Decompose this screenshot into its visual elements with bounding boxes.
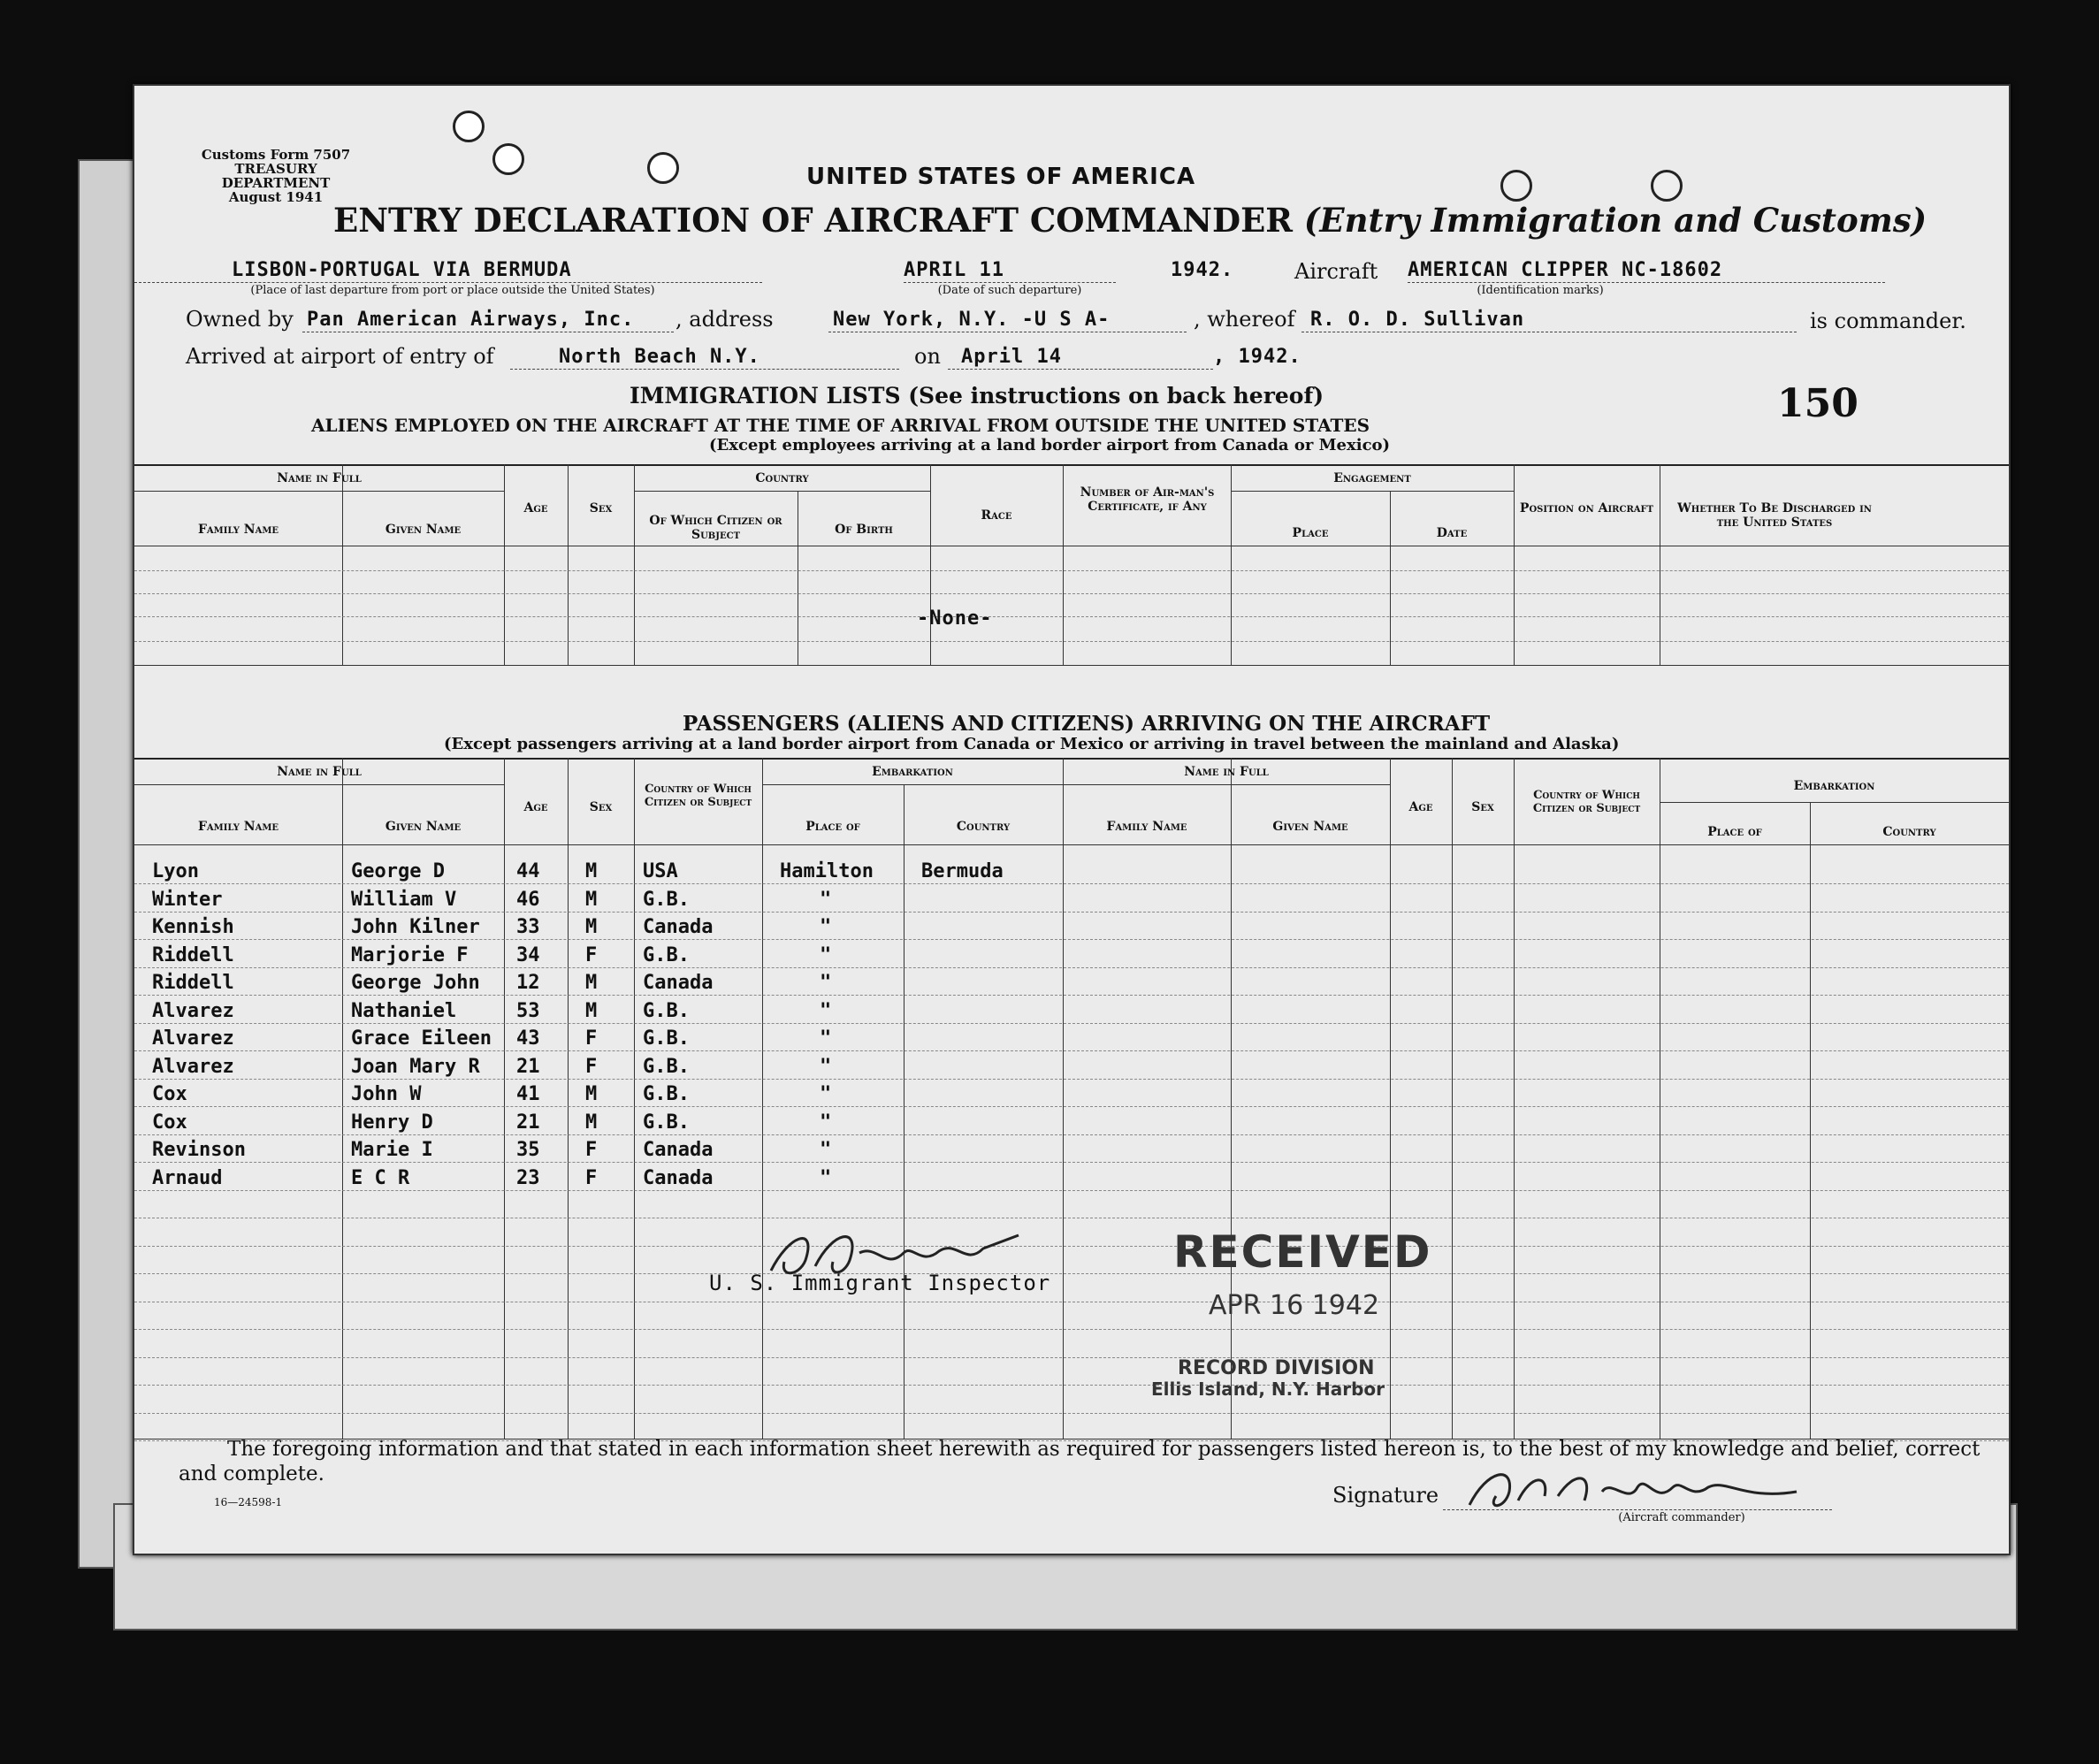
- passenger-citizen: USA: [643, 860, 678, 882]
- whereof-label: , whereof: [1194, 307, 1295, 332]
- pass-row-line: [134, 1023, 2009, 1024]
- form-title-paren: (Entry Immigration and Customs): [1303, 201, 1927, 240]
- pass-hdr-given: Given Name: [385, 820, 462, 834]
- passenger-age: 35: [516, 1139, 540, 1161]
- imm-subheader-line: [634, 491, 930, 492]
- departure-place-line: [134, 282, 762, 283]
- form-title: [333, 201, 1927, 240]
- pass-hdr-embarkation-right: Embarkation: [1793, 779, 1875, 793]
- passenger-family: Riddell: [152, 943, 234, 966]
- passenger-place: ": [820, 1166, 832, 1189]
- imm-col-sep: [504, 464, 505, 665]
- pass-row-line: [134, 1246, 2009, 1247]
- passenger-sex: M: [585, 999, 598, 1022]
- pass-row-line: [134, 1190, 2009, 1191]
- passenger-family: Alvarez: [152, 1027, 234, 1050]
- passenger-family: Revinson: [152, 1139, 246, 1161]
- passenger-age: 46: [516, 888, 540, 911]
- form-header-left: [179, 148, 373, 204]
- passenger-age: 43: [516, 1027, 540, 1050]
- passenger-age: 53: [516, 999, 540, 1022]
- pass-col-sep: [504, 758, 505, 1439]
- imm-hdr-race: Race: [981, 508, 1012, 523]
- pass-hdr-citizen: Country of Which Citizen or Subject: [644, 783, 752, 809]
- arrival-airport: North Beach N.Y.: [559, 346, 760, 368]
- passenger-citizen: Canada: [643, 972, 714, 994]
- pass-hdr-family: Family Name: [197, 820, 279, 834]
- passenger-place: Hamilton: [780, 860, 874, 882]
- imm-hdr-country: Country: [755, 471, 809, 485]
- passenger-sex: F: [585, 943, 598, 966]
- pass-hdr-sex-right: Sex: [1471, 800, 1494, 814]
- signature-caption: (Aircraft commander): [1618, 1511, 1745, 1524]
- pass-subheader-line: [134, 784, 504, 785]
- passenger-place: ": [820, 916, 832, 938]
- arrival-date-line: [948, 369, 1213, 370]
- punch-hole: [453, 111, 485, 142]
- imm-hdr-age: Age: [523, 501, 548, 515]
- aircraft-caption: (Identification marks): [1477, 284, 1604, 297]
- pass-row-line: [134, 1079, 2009, 1080]
- address-label: , address: [675, 307, 774, 332]
- stamp-date: APR 16 1942: [1209, 1290, 1380, 1321]
- pass-hdr-country-right: Country: [1882, 825, 1936, 839]
- imm-hdr-position: Position on Aircraft: [1519, 501, 1654, 515]
- pass-row-line: [134, 1385, 2009, 1386]
- form-number: Customs Form 7507: [201, 147, 351, 163]
- pass-hdr-age: Age: [523, 800, 548, 814]
- pass-table-header-bottom: [134, 844, 2009, 845]
- passenger-family: Riddell: [152, 972, 234, 994]
- imm-hdr-sex: Sex: [589, 501, 613, 515]
- passenger-sex: F: [585, 1055, 598, 1078]
- imm-hdr-place: Place: [1292, 526, 1329, 540]
- pass-hdr-name: Name in Full: [277, 765, 362, 779]
- departure-date-caption: (Date of such departure): [937, 284, 1082, 297]
- passenger-family: Cox: [152, 1111, 187, 1134]
- passenger-citizen: Canada: [643, 1166, 714, 1189]
- passenger-place: ": [820, 1139, 832, 1161]
- arrival-label: Arrived at airport of entry of: [186, 344, 494, 369]
- punch-hole: [492, 143, 524, 175]
- passenger-given: Henry D: [351, 1111, 433, 1134]
- inspector-title: U. S. Immigrant Inspector: [709, 1271, 1051, 1295]
- passenger-age: 21: [516, 1055, 540, 1078]
- punch-hole: [647, 152, 679, 184]
- pass-col-sep: [1390, 758, 1391, 1439]
- imm-row-line: [134, 593, 2009, 594]
- passenger-sex: M: [585, 916, 598, 938]
- imm-col-sep: [568, 464, 569, 665]
- pass-hdr-citizen-right: Country of Which Citizen or Subject: [1532, 789, 1641, 815]
- pass-col-sep: [568, 758, 569, 1439]
- passenger-citizen: Canada: [643, 916, 714, 938]
- departure-year: 1942.: [1171, 259, 1234, 281]
- passenger-family: Alvarez: [152, 1055, 234, 1078]
- passenger-citizen: G.B.: [643, 1083, 690, 1105]
- imm-hdr-name: Name in Full: [277, 471, 362, 485]
- passenger-sex: M: [585, 1083, 598, 1105]
- department: TREASURY DEPARTMENT: [221, 161, 331, 191]
- pass-row-line: [134, 1413, 2009, 1414]
- passenger-citizen: Canada: [643, 1139, 714, 1161]
- pass-col-sep: [342, 758, 343, 1439]
- pass-table-top: [134, 758, 2009, 760]
- arrival-year: , 1942.: [1213, 346, 1301, 368]
- pass-hdr-embarkation: Embarkation: [872, 765, 953, 779]
- pass-subheader-line: [1063, 784, 1390, 785]
- pass-row-line: [134, 967, 2009, 968]
- pass-row-line: [134, 1162, 2009, 1163]
- passenger-sex: M: [585, 972, 598, 994]
- imm-hdr-certificate: Number of Air-man's Certificate, if Any: [1080, 485, 1215, 514]
- passenger-age: 33: [516, 916, 540, 938]
- passenger-given: John W: [351, 1083, 422, 1105]
- pass-hdr-given-right: Given Name: [1272, 820, 1348, 834]
- pass-col-sep: [1514, 758, 1515, 1439]
- arrival-on-label: on: [914, 344, 941, 369]
- passenger-sex: F: [585, 1166, 598, 1189]
- passenger-age: 23: [516, 1166, 540, 1189]
- pass-row-line: [134, 1273, 2009, 1274]
- imm-col-sep: [342, 464, 343, 665]
- passenger-place: ": [820, 1111, 832, 1134]
- pass-col-sep: [1810, 802, 1811, 1439]
- imm-hdr-engagement: Engagement: [1333, 471, 1411, 485]
- passenger-place: ": [820, 888, 832, 911]
- aircraft-id: AMERICAN CLIPPER NC-18602: [1408, 259, 1723, 281]
- passenger-given: E C R: [351, 1166, 410, 1189]
- pass-hdr-age-right: Age: [1408, 800, 1433, 814]
- departure-date-line: [904, 282, 1116, 283]
- imm-col-sep: [634, 464, 635, 665]
- passenger-given: Marie I: [351, 1139, 433, 1161]
- passenger-given: George D: [351, 860, 445, 882]
- punch-hole: [1651, 170, 1683, 202]
- country-title: UNITED STATES OF AMERICA: [806, 164, 1196, 190]
- passenger-sex: M: [585, 1111, 598, 1134]
- imm-row-line: [134, 641, 2009, 642]
- passenger-given: Joan Mary R: [351, 1055, 480, 1078]
- passenger-given: Nathaniel: [351, 999, 457, 1022]
- pass-row-line: [134, 883, 2009, 884]
- imm-col-sep: [1231, 464, 1232, 665]
- passenger-age: 41: [516, 1083, 540, 1105]
- imm-hdr-citizen: Of Which Citizen or Subject: [649, 514, 782, 542]
- imm-col-sep: [1514, 464, 1515, 665]
- passenger-citizen: G.B.: [643, 943, 690, 966]
- imm-hdr-birth: Of Birth: [835, 523, 893, 537]
- pass-row-line: [134, 995, 2009, 996]
- passenger-place: ": [820, 1027, 832, 1050]
- imm-table-top: [134, 464, 2009, 466]
- form-title-main: ENTRY DECLARATION OF AIRCRAFT COMMANDER: [333, 201, 1294, 240]
- passenger-sex: M: [585, 860, 598, 882]
- pass-col-sep: [1063, 758, 1064, 1439]
- passenger-family: Alvarez: [152, 999, 234, 1022]
- imm-row-line: [134, 570, 2009, 571]
- passenger-family: Cox: [152, 1083, 187, 1105]
- passenger-family: Lyon: [152, 860, 199, 882]
- pass-col-sep: [1452, 758, 1453, 1439]
- commander-suffix: is commander.: [1810, 309, 1966, 333]
- owner-value: Pan American Airways, Inc.: [307, 309, 635, 331]
- passenger-age: 12: [516, 972, 540, 994]
- passenger-age: 21: [516, 1111, 540, 1134]
- passenger-citizen: G.B.: [643, 888, 690, 911]
- passenger-age: 34: [516, 943, 540, 966]
- pass-row-line: [134, 1134, 2009, 1135]
- footer-statement: The foregoing information and that stated in each information sheet herewith as required for passengers listed hereon is, to the best of my knowledge and belief, correct and complete.: [179, 1438, 1981, 1485]
- print-code: 16—24598-1: [214, 1496, 283, 1508]
- pass-hdr-country: Country: [956, 820, 1011, 834]
- imm-hdr-date: Date: [1436, 526, 1468, 540]
- passenger-place: ": [820, 1083, 832, 1105]
- stamp-location: Ellis Island, N.Y. Harbor: [1151, 1378, 1385, 1400]
- pass-row-line: [134, 1357, 2009, 1358]
- form-sheet: [133, 84, 2011, 1555]
- pass-row-line: [134, 912, 2009, 913]
- passengers-heading: PASSENGERS (ALIENS AND CITIZENS) ARRIVING ON THE AIRCRAFT: [683, 712, 1491, 736]
- stamp-division: RECORD DIVISION: [1178, 1357, 1375, 1379]
- departure-place: LISBON-PORTUGAL VIA BERMUDA: [232, 259, 572, 281]
- pass-col-sep: [634, 758, 635, 1439]
- page-number: 150: [1777, 381, 1859, 426]
- punch-hole: [1500, 170, 1532, 202]
- aircraft-line: [1408, 282, 1885, 283]
- passenger-family: Kennish: [152, 916, 234, 938]
- pass-hdr-family-right: Family Name: [1106, 820, 1187, 834]
- pass-hdr-name-right: Name in Full: [1184, 765, 1269, 779]
- passenger-sex: F: [585, 1139, 598, 1161]
- imm-hdr-given: Given Name: [385, 523, 462, 537]
- pass-hdr-sex: Sex: [589, 800, 613, 814]
- passenger-given: Grace Eileen: [351, 1027, 492, 1050]
- passenger-place: ": [820, 999, 832, 1022]
- signature-label: Signature: [1332, 1483, 1439, 1508]
- passenger-citizen: G.B.: [643, 1111, 690, 1134]
- pass-col-sep: [1231, 758, 1232, 1439]
- immigration-heading: IMMIGRATION LISTS (See instructions on back hereof): [630, 383, 1324, 409]
- owner-label: Owned by: [186, 307, 294, 332]
- passenger-given: William V: [351, 888, 457, 911]
- passenger-given: Marjorie F: [351, 943, 469, 966]
- pass-row-line: [134, 939, 2009, 940]
- passenger-place: ": [820, 943, 832, 966]
- form-date: August 1941: [228, 189, 324, 205]
- pass-hdr-place: Place of: [805, 820, 860, 834]
- immigration-subheading: ALIENS EMPLOYED ON THE AIRCRAFT AT THE TIME OF ARRIVAL FROM OUTSIDE THE UNITED STATES: [311, 415, 1370, 436]
- pass-hdr-place-right: Place of: [1707, 825, 1762, 839]
- passenger-family: Arnaud: [152, 1166, 223, 1189]
- pass-subheader-line: [1660, 802, 2009, 803]
- passenger-sex: F: [585, 1027, 598, 1050]
- immigration-subheading2: (Except employees arriving at a land border airport from Canada or Mexico): [709, 436, 1391, 454]
- passenger-sex: M: [585, 888, 598, 911]
- pass-row-line: [134, 1050, 2009, 1051]
- imm-col-sep: [1390, 491, 1391, 665]
- departure-place-caption: (Place of last departure from port or place outside the United States): [250, 284, 655, 297]
- imm-hdr-discharged: Whether To Be Discharged in the United States: [1677, 501, 1872, 530]
- departure-date: APRIL 11: [904, 259, 1004, 281]
- passenger-place: ": [820, 972, 832, 994]
- imm-subheader-line: [1231, 491, 1514, 492]
- imm-table-bottom: [134, 665, 2009, 666]
- arrival-airport-line: [510, 369, 899, 370]
- passenger-country: Bermuda: [921, 860, 1004, 882]
- pass-row-line: [134, 1106, 2009, 1107]
- passenger-citizen: G.B.: [643, 999, 690, 1022]
- passenger-citizen: G.B.: [643, 1055, 690, 1078]
- passenger-place: ": [820, 1055, 832, 1078]
- stamp-received: RECEIVED: [1173, 1226, 1432, 1278]
- passenger-given: John Kilner: [351, 916, 480, 938]
- imm-subheader-line: [134, 491, 504, 492]
- passengers-subheading: (Except passengers arriving at a land border airport from Canada or Mexico or arriving in travel between the mainland and Alaska): [444, 735, 1620, 753]
- aircraft-label: Aircraft: [1294, 259, 1378, 284]
- imm-none-text: -None-: [917, 607, 993, 630]
- imm-hdr-family: Family Name: [197, 523, 279, 537]
- arrival-date: April 14: [961, 346, 1062, 368]
- pass-col-sep: [762, 758, 763, 1439]
- passenger-citizen: G.B.: [643, 1027, 690, 1050]
- passenger-given: George John: [351, 972, 480, 994]
- passenger-age: 44: [516, 860, 540, 882]
- imm-col-sep: [1063, 464, 1064, 665]
- imm-col-sep: [930, 464, 931, 665]
- imm-row-line: [134, 616, 2009, 617]
- owner-address: New York, N.Y. -U S A-: [833, 309, 1111, 331]
- commander-name: R. O. D. Sullivan: [1310, 309, 1525, 331]
- passenger-family: Winter: [152, 888, 223, 911]
- pass-row-line: [134, 1329, 2009, 1330]
- pass-subheader-line: [762, 784, 1063, 785]
